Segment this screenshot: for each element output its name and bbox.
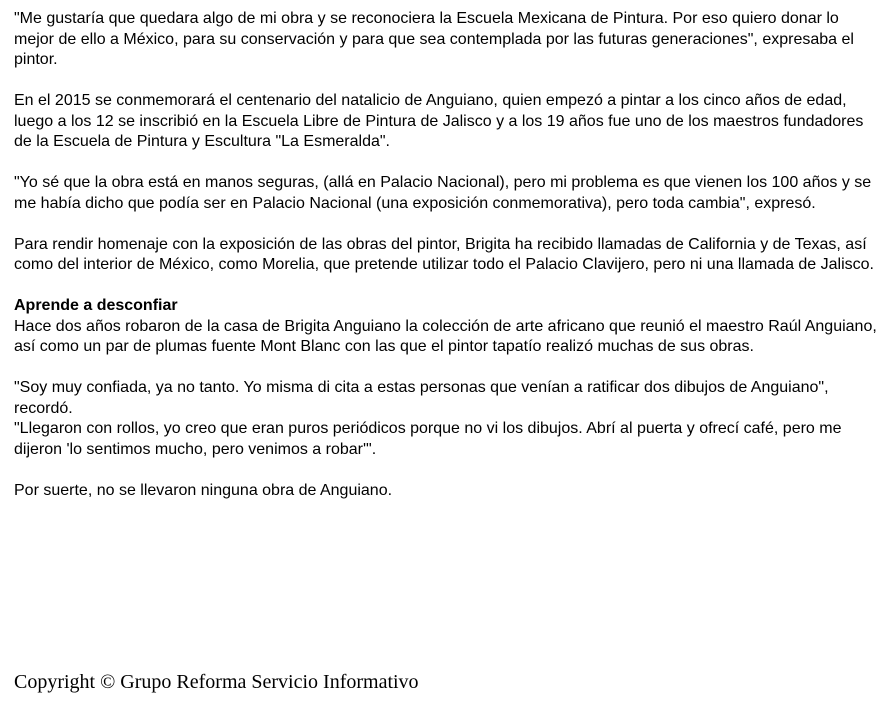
- article-paragraph: "Me gustaría que quedara algo de mi obra y se reconociera la Escuela Mexicana de Pintura. Por eso quiero donar lo mejor de ello a México, para su conservación y para que sea contemplada por las futuras generaciones", expresaba el pintor.: [14, 10, 854, 68]
- article-paragraph: "Yo sé que la obra está en manos seguras, (allá en Palacio Nacional), pero mi problema es que vienen los 100 años y se me había dicho que podía ser en Palacio Nacional (una exposición conmemorativa), pero toda cambia", expresó.: [14, 174, 872, 212]
- article-paragraph: Hace dos años robaron de la casa de Brigita Anguiano la colección de arte africano que reunió el maestro Raúl Anguiano, así como un par de plumas fuente Mont Blanc con las que el pintor tapatío realizó muchas de sus obras.: [14, 317, 877, 355]
- article-paragraph: En el 2015 se conmemorará el centenario del natalicio de Anguiano, quien empezó a pintar a los cinco años de edad, luego a los 12 se inscribió en la Escuela Libre de Pintura de Jalisco y a los 19 años fue uno de los maestros fundadores de la Escuela de Pintura y Escultura "La Esmeralda".: [14, 92, 864, 150]
- article-paragraph: "Soy muy confiada, ya no tanto. Yo misma di cita a estas personas que venían a ratificar dos dibujos de Anguiano", recordó.: [14, 379, 829, 417]
- article-paragraph: Para rendir homenaje con la exposición de las obras del pintor, Brigita ha recibido llamadas de California y de Texas, así como del interior de México, como Morelia, que pretende utilizar todo el Palacio Clavijero, pero ni una llamada de Jalisco.: [14, 235, 874, 273]
- article-paragraph: "Llegaron con rollos, yo creo que eran puros periódicos porque no vi los dibujos. Abrí al puerta y ofrecí café, pero me dijeron 'lo sentimos mucho, pero venimos a robar'".: [14, 420, 842, 458]
- copyright-notice: Copyright © Grupo Reforma Servicio Informativo: [14, 671, 419, 693]
- article-body: [14, 9, 880, 522]
- article-paragraph: Por suerte, no se llevaron ninguna obra de Anguiano.: [14, 481, 393, 499]
- section-heading: Aprende a desconfiar: [14, 297, 178, 314]
